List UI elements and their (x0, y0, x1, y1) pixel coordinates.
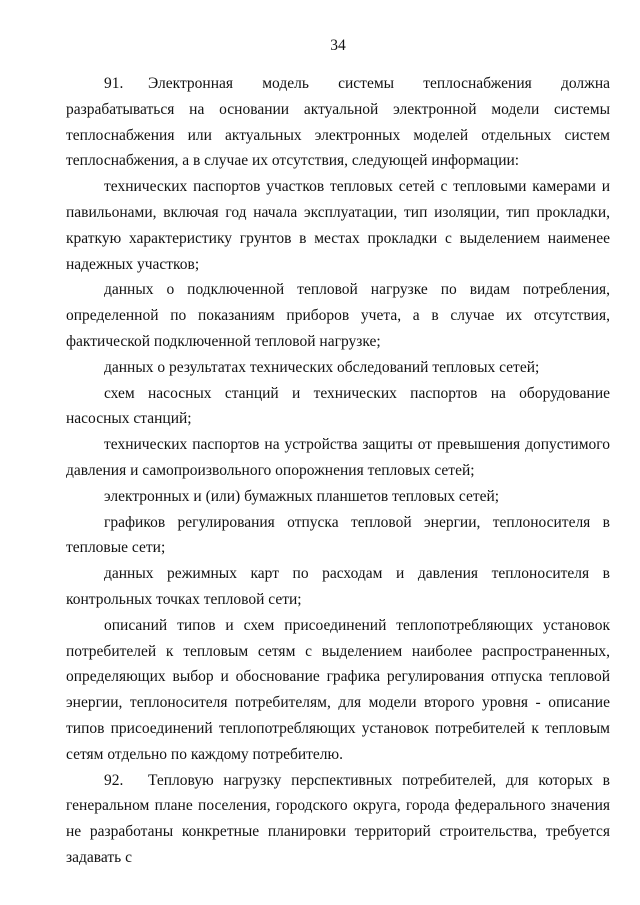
list-item-connection-schemes: описаний типов и схем присоединений теплопотребляющих установок потребителей к тепловым сетям с выделением наиболее распространенных, определяющих выбор и обоснование графика регулирования отпуска тепловой энергии, теплоносителя потребителям, для модели второго уровня - описание типов присоединений теплопотребляющих установок потребителей к тепловым сетям отдельно по каждому потребителю. (66, 616, 610, 763)
list-item-network-plans: электронных и (или) бумажных планшетов тепловых сетей; (104, 487, 500, 505)
list-item-technical-passports: технических паспортов участков тепловых сетей с тепловыми камерами и павильонами, включая год начала эксплуатации, тип изоляции, тип прокладки, краткую характеристику грунтов в местах прокладки с выделением наименее надежных участков; (66, 178, 610, 273)
page-number: 34 (330, 37, 346, 54)
list-item-protection-devices: технических паспортов на устройства защиты от превышения допустимого давления и самопроизвольного опорожнения тепловых сетей; (66, 436, 610, 479)
list-item-regulation-schedules: графиков регулирования отпуска тепловой энергии, теплоносителя в тепловые сети; (66, 513, 610, 557)
clause-number: 91. (104, 75, 124, 92)
paragraph-text: Тепловую нагрузку перспективных потребителей, для которых в генеральном плане поселения, городского округа, города федерального значения не разработаны конкретные планировки территорий строительства, требуется задавать с (66, 771, 610, 866)
paragraph-91 (66, 71, 610, 174)
list-item-regime-maps: данных режимных карт по расходам и давления теплоносителя в контрольных точках тепловой сети; (66, 565, 610, 608)
list-item-pump-stations: схем насосных станций и технических паспортов на оборудование насосных станций; (66, 384, 610, 428)
paragraph-92 (66, 768, 610, 871)
paragraph-text: Электронная модель системы теплоснабжения должна разрабатываться на основании актуальной электронной модели системы теплоснабжения или актуальных электронных моделей отдельных систем теплоснабжения, а в случае их отсутствия, следующей информации: (66, 75, 610, 170)
clause-number: 92. (104, 771, 124, 789)
list-item-inspection-results: данных о результатах технических обследований тепловых сетей; (104, 358, 540, 376)
list-item-heat-load-data: данных о подключенной тепловой нагрузке по видам потребления, определенной по показаниям приборов учета, а в случае их отсутствия, фактической подключенной тепловой нагрузке; (66, 281, 610, 350)
